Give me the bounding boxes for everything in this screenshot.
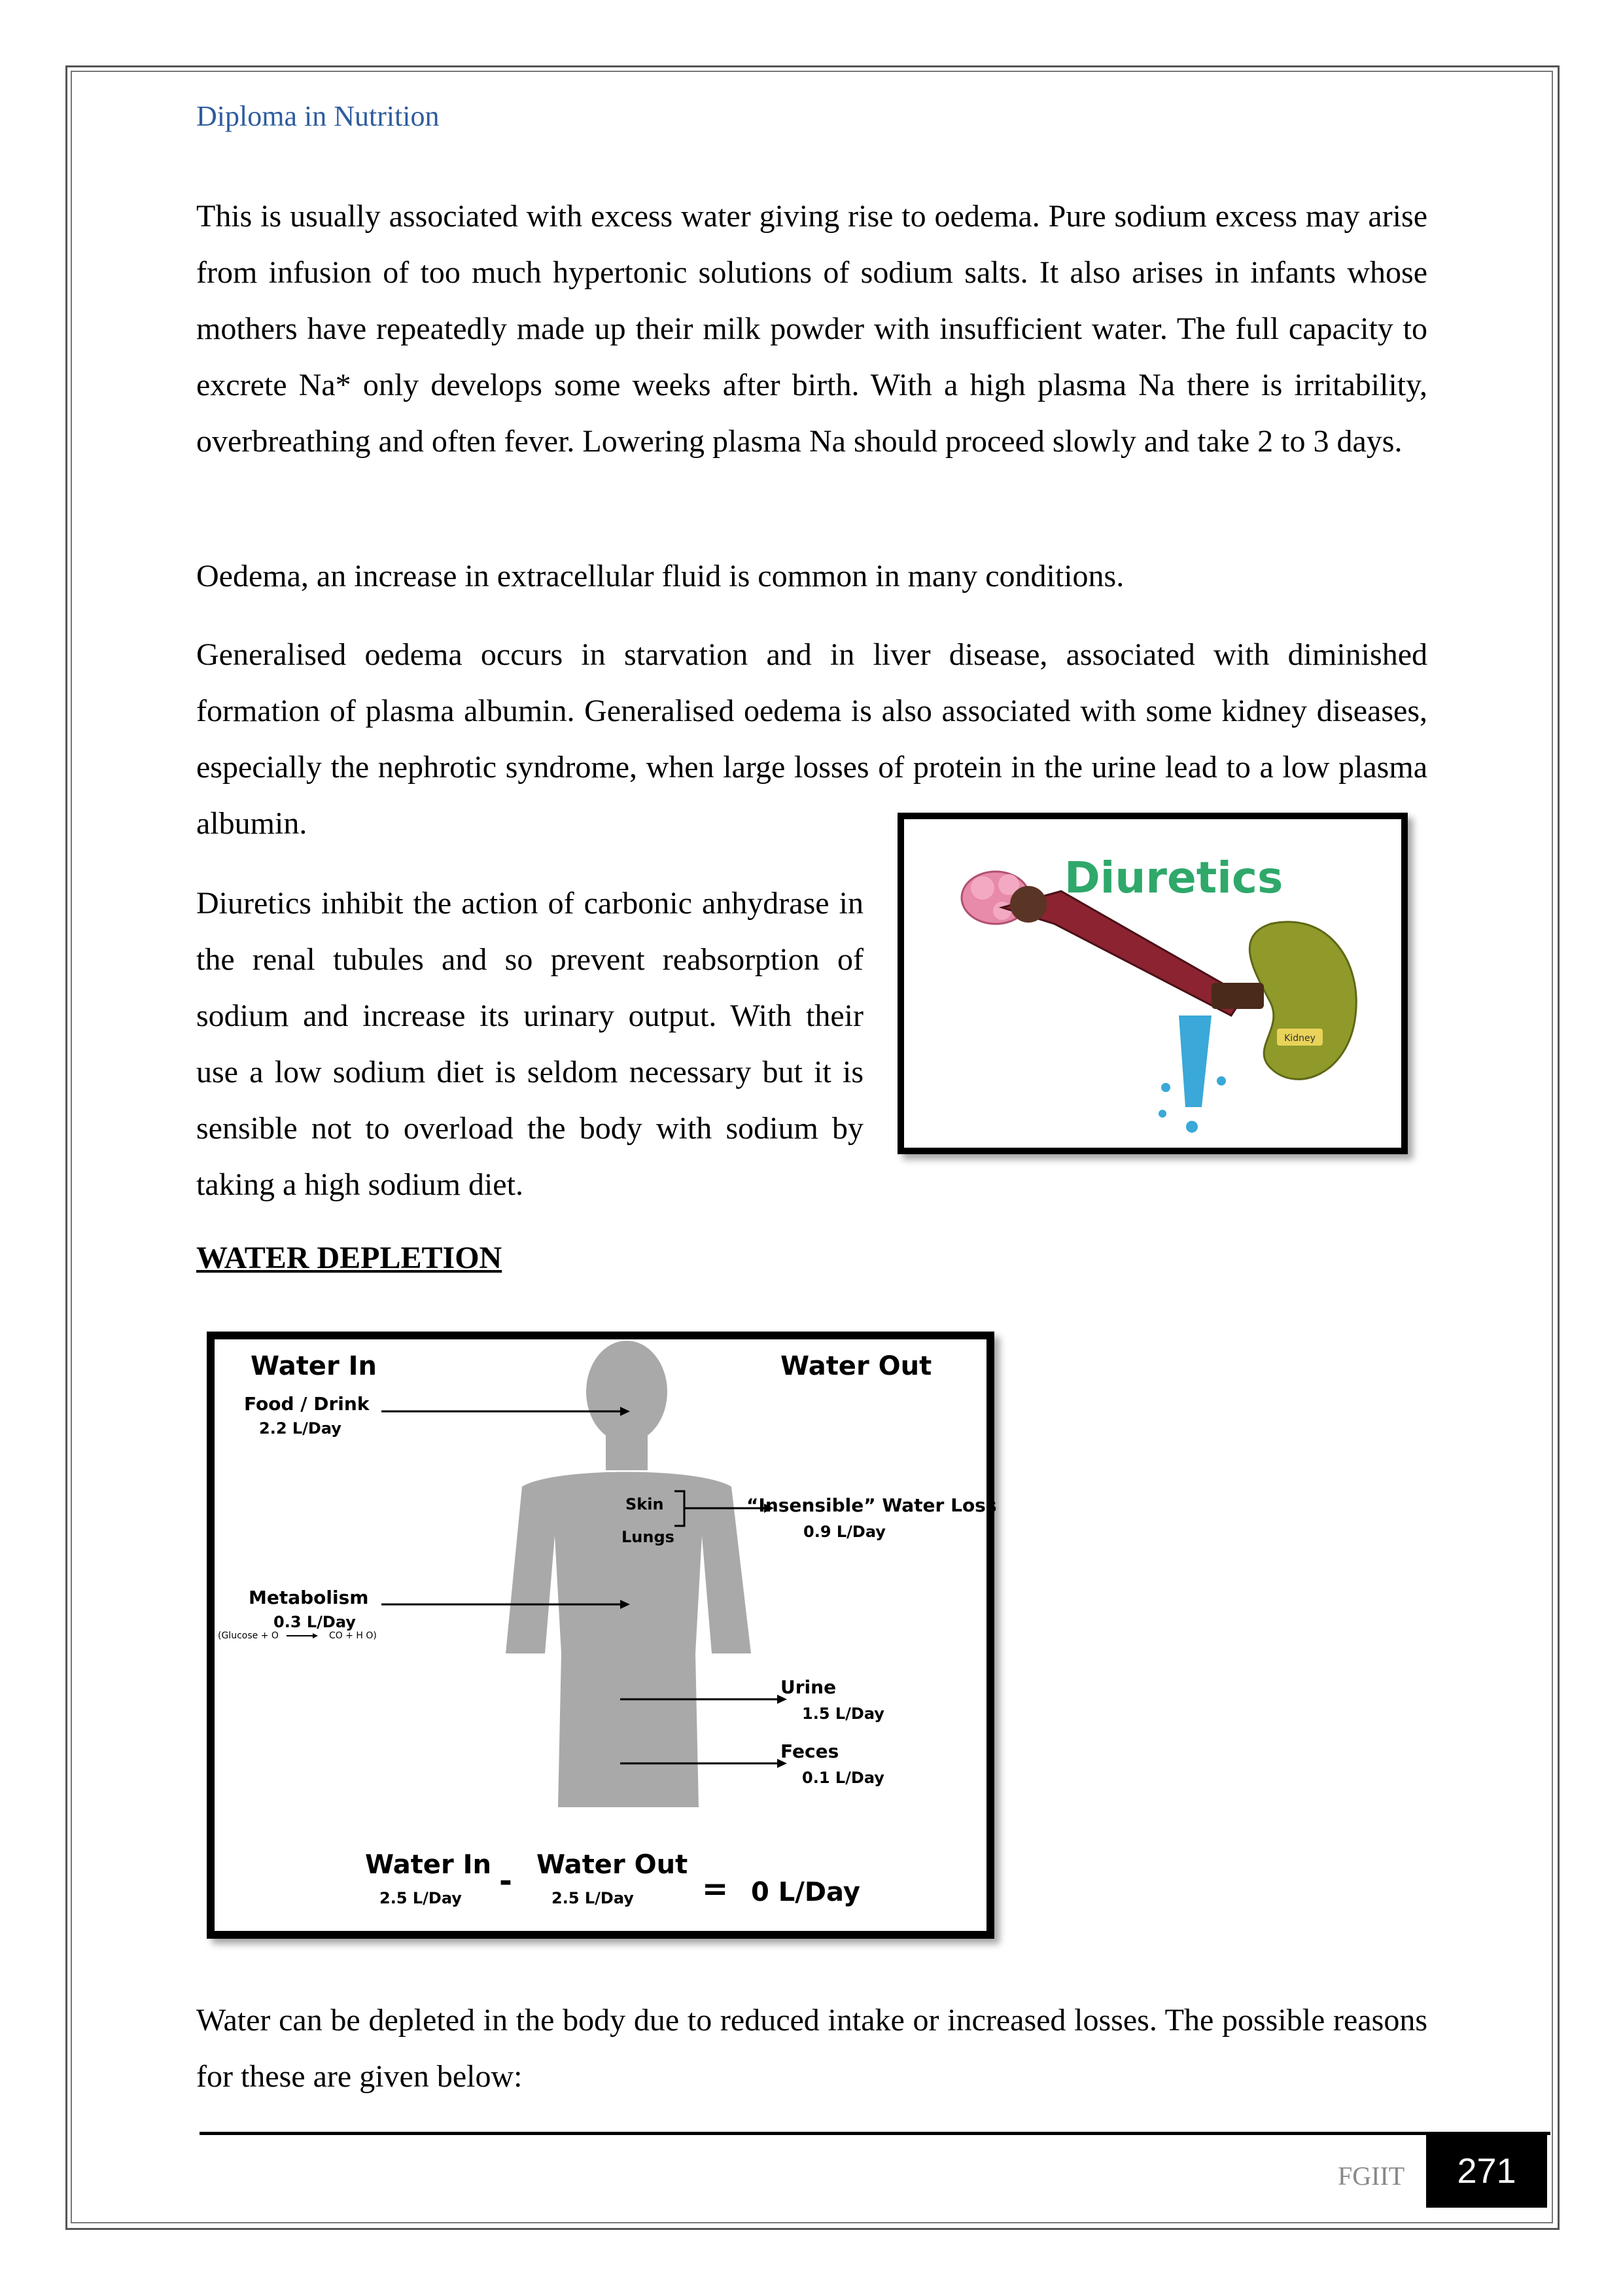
- equation-water-in-value: 2.5 L/Day: [379, 1889, 462, 1907]
- insensible-loss-value: 0.9 L/Day: [803, 1523, 886, 1541]
- page-number: 271: [1426, 2134, 1547, 2208]
- kidney-icon: [1249, 922, 1356, 1079]
- equation-equals: =: [702, 1871, 729, 1907]
- kidney-label: Kidney: [1284, 1033, 1316, 1044]
- section-heading: WATER DEPLETION: [196, 1241, 502, 1275]
- reaction-right: CO + H O): [329, 1631, 377, 1641]
- paragraph-diuretics: Diuretics inhibit the action of carbonic anhydrase in the renal tubules and so prevent reabsorption of sodium and increase its urinary output. With their use a low sodium diet is seldom necessary but it is sensible not to overload the body with sodium by taking a high sodium diet.: [196, 886, 864, 1202]
- water-out-title: Water Out: [780, 1351, 932, 1381]
- water-in-title: Water In: [251, 1351, 377, 1381]
- metabolism-label: Metabolism: [249, 1587, 369, 1608]
- footer-org: FGIIT: [1338, 2161, 1405, 2191]
- clamp-icon: [1212, 983, 1264, 1009]
- diuretics-title: Diuretics: [1064, 853, 1283, 903]
- water-spray-icon: [1159, 1016, 1226, 1133]
- urine-value: 1.5 L/Day: [802, 1704, 884, 1723]
- equation-water-in-label: Water In: [365, 1850, 491, 1880]
- food-drink-value: 2.2 L/Day: [259, 1419, 341, 1438]
- food-drink-label: Food / Drink: [244, 1393, 370, 1415]
- metabolism-value: 0.3 L/Day: [273, 1613, 356, 1631]
- skin-label: Skin: [625, 1495, 664, 1513]
- paragraph-water-depletion: Water can be depleted in the body due to reduced intake or increased losses. The possible reasons for these are given below:: [196, 2003, 1427, 2094]
- equation-result: 0 L/Day: [751, 1877, 860, 1907]
- diuretics-illustration: [904, 819, 1401, 1148]
- hand-icon: [1010, 886, 1047, 923]
- reaction-left: (Glucose + O: [218, 1631, 279, 1641]
- diuretics-figure: [898, 813, 1408, 1154]
- paragraph-oedema-intro: Oedema, an increase in extracellular fluid is common in many conditions.: [196, 559, 1125, 593]
- paragraph-generalised-oedema: Generalised oedema occurs in starvation and in liver disease, associated with diminished formation of plasma albumin. Generalised oedema is also associated with some kidney diseases, especially the nephrotic syndrome, when large losses of protein in the urine lead to a low plasma albumin.: [196, 637, 1427, 841]
- paragraph-sodium-excess: This is usually associated with excess water giving rise to oedema. Pure sodium excess may arise from infusion of too much hypertonic solutions of sodium salts. It also arises in infants whose mothers have repeatedly made up their milk powder with insufficient water. The full capacity to excrete Na* only develops some weeks after birth. With a high plasma Na there is irritability, overbreathing and often fever. Lowering plasma Na should proceed slowly and take 2 to 3 days.: [196, 199, 1427, 459]
- feces-label: Feces: [780, 1740, 839, 1762]
- water-balance-figure: [207, 1332, 997, 1939]
- urine-label: Urine: [780, 1676, 837, 1698]
- footer-rule: [200, 2132, 1550, 2135]
- equation-water-out-value: 2.5 L/Day: [551, 1889, 634, 1907]
- running-header: Diploma in Nutrition: [196, 100, 440, 132]
- feces-value: 0.1 L/Day: [802, 1769, 884, 1787]
- insensible-loss-label: “Insensible” Water Loss: [746, 1494, 997, 1516]
- lungs-label: Lungs: [621, 1528, 674, 1546]
- equation-water-out-label: Water Out: [536, 1850, 688, 1880]
- equation-minus: -: [499, 1863, 512, 1899]
